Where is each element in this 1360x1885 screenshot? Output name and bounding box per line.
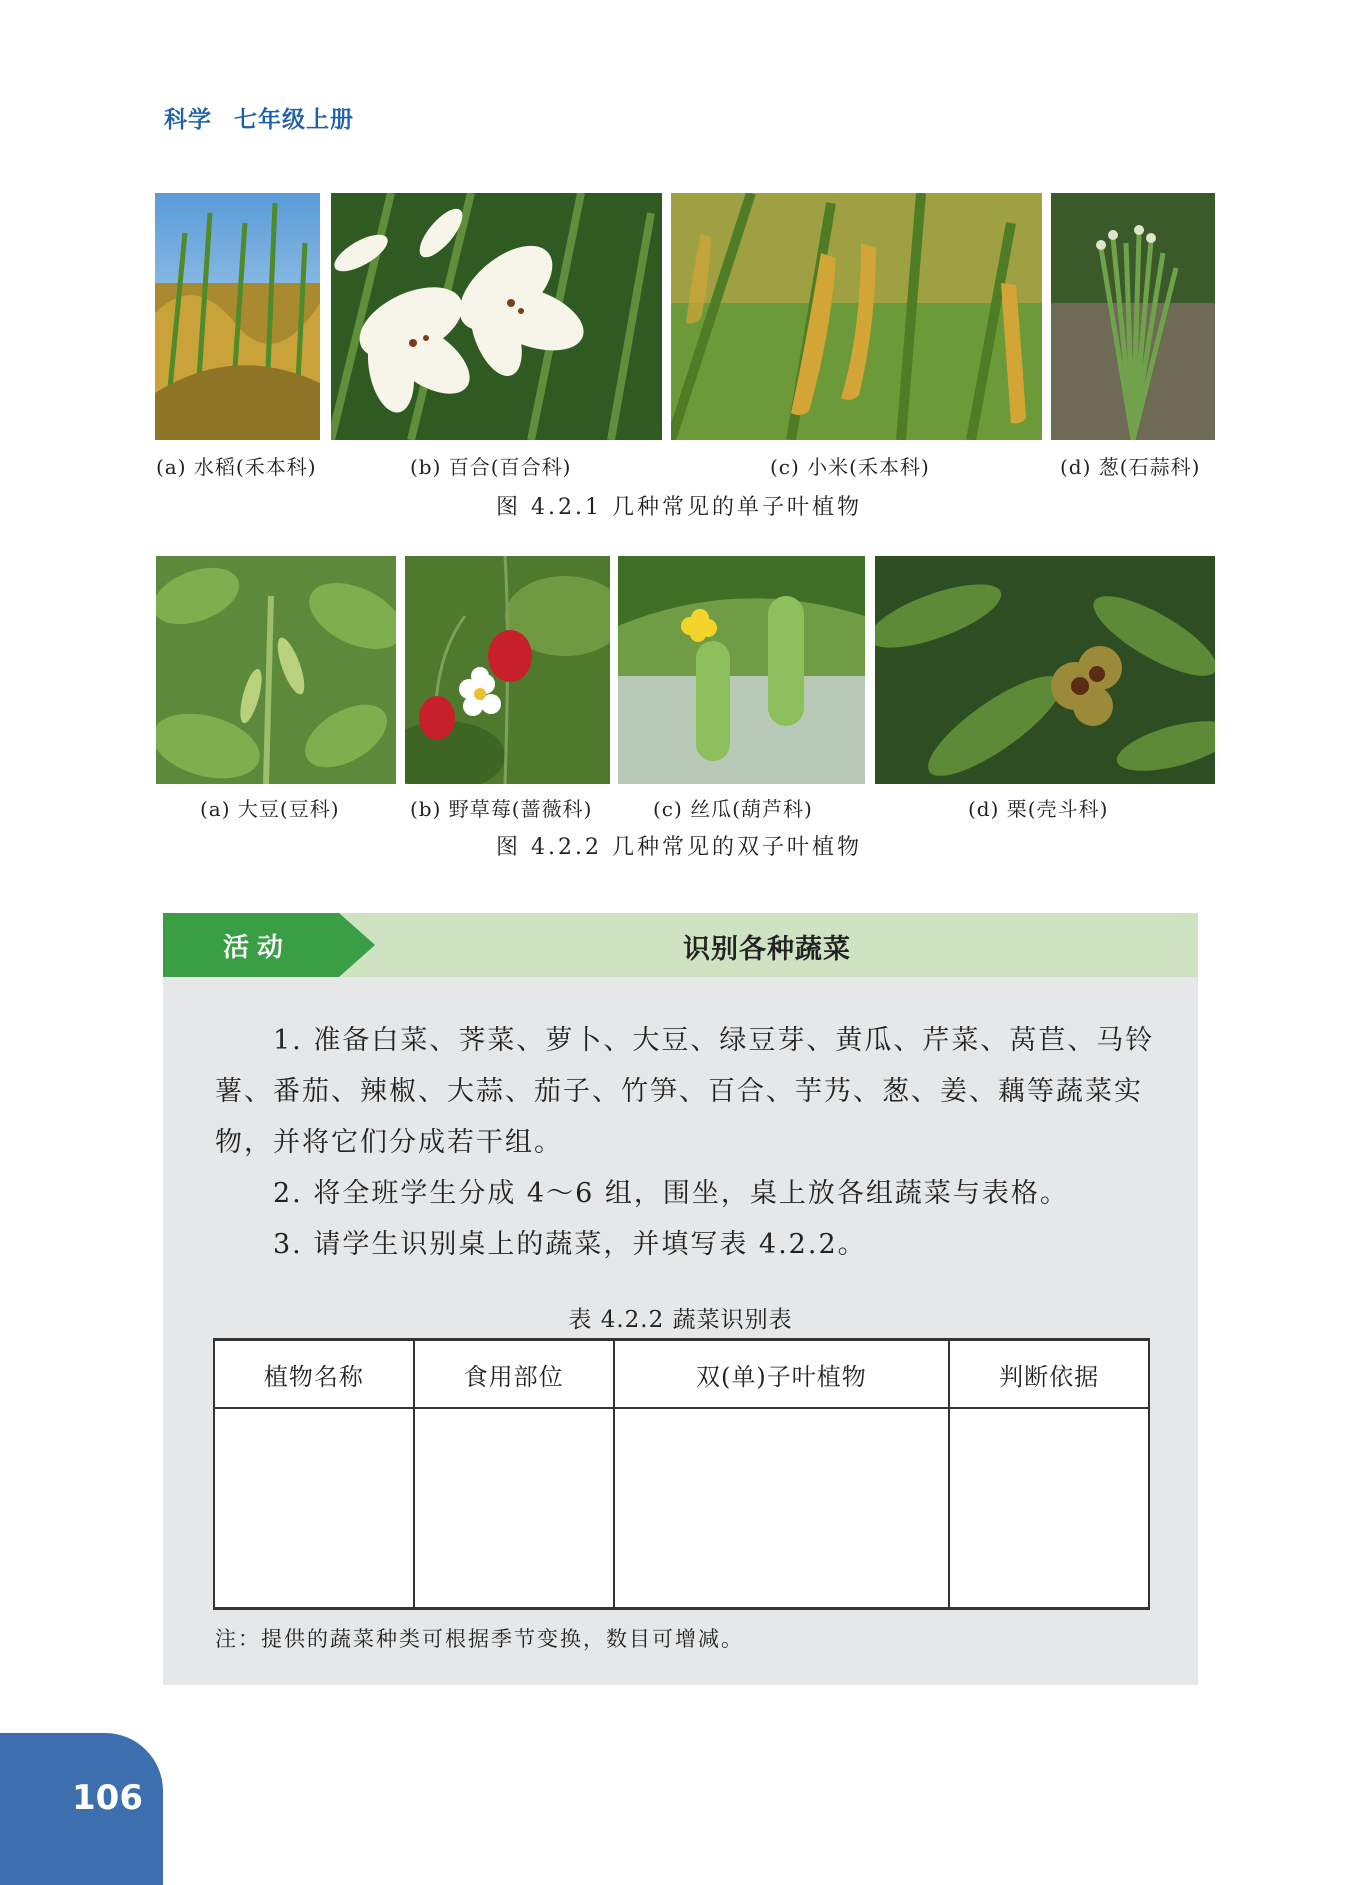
col-header-dicot-monocot: 双(单)子叶植物	[614, 1340, 950, 1409]
figure1-title: 图 4.2.1 几种常见的单子叶植物	[496, 495, 862, 520]
activity-title: 识别各种蔬菜	[683, 934, 851, 965]
book-header	[164, 101, 354, 134]
col-header-basis: 判断依据	[949, 1340, 1149, 1409]
table-cell-basis[interactable]	[949, 1408, 1149, 1609]
fig2-caption-a: (a) 大豆(豆科)	[200, 797, 340, 821]
photo-loofah	[618, 556, 865, 784]
fig1-caption-a: (a) 水稻(禾本科)	[156, 455, 317, 479]
photo-soybean	[156, 556, 396, 784]
activity-tab-label: 活动	[223, 933, 292, 963]
table-title: 表 4.2.2 蔬菜识别表	[568, 1307, 793, 1333]
vegetable-identification-table	[213, 1338, 1150, 1610]
col-header-plant-name: 植物名称	[214, 1340, 414, 1409]
figure2-title: 图 4.2.2 几种常见的双子叶植物	[496, 835, 862, 860]
photo-lily	[331, 193, 662, 440]
photo-wild-strawberry	[405, 556, 610, 784]
fig1-caption-c: (c) 小米(禾本科)	[770, 455, 930, 479]
activity-step-1: 1. 准备白菜、荠菜、萝卜、大豆、绿豆芽、黄瓜、芹菜、莴苣、马铃薯、番茄、辣椒、大蒜、茄子、竹笋、百合、芋艿、葱、姜、藕等蔬菜实物，并将它们分成若干组。	[215, 1025, 1155, 1158]
activity-step-2: 2. 将全班学生分成 4～6 组，围坐，桌上放各组蔬菜与表格。	[273, 1178, 1069, 1209]
subject-label: 科学	[164, 107, 212, 133]
activity-step-3: 3. 请学生识别桌上的蔬菜，并填写表 4.2.2。	[273, 1229, 867, 1260]
photo-scallion	[1051, 193, 1215, 440]
table-cell-plant-name[interactable]	[214, 1408, 414, 1609]
fig1-caption-d: (d) 葱(石蒜科)	[1060, 455, 1201, 479]
activity-box	[163, 913, 1198, 1685]
grade-label: 七年级上册	[234, 107, 354, 133]
photo-chestnut	[875, 556, 1215, 784]
table-cell-dicot-monocot[interactable]	[614, 1408, 950, 1609]
fig1-caption-b: (b) 百合(百合科)	[410, 455, 572, 479]
page-number: 106	[72, 1778, 143, 1818]
fig2-caption-c: (c) 丝瓜(葫芦科)	[653, 797, 813, 821]
fig2-caption-d: (d) 栗(壳斗科)	[968, 797, 1109, 821]
fig2-caption-b: (b) 野草莓(蔷薇科)	[410, 797, 593, 821]
table-cell-edible-part[interactable]	[414, 1408, 614, 1609]
col-header-edible-part: 食用部位	[414, 1340, 614, 1409]
photo-rice	[155, 193, 320, 440]
table-note: 注：提供的蔬菜种类可根据季节变换，数目可增减。	[215, 1627, 744, 1651]
photo-millet	[671, 193, 1042, 440]
table-row	[214, 1408, 1149, 1609]
table-header-row	[214, 1340, 1149, 1409]
